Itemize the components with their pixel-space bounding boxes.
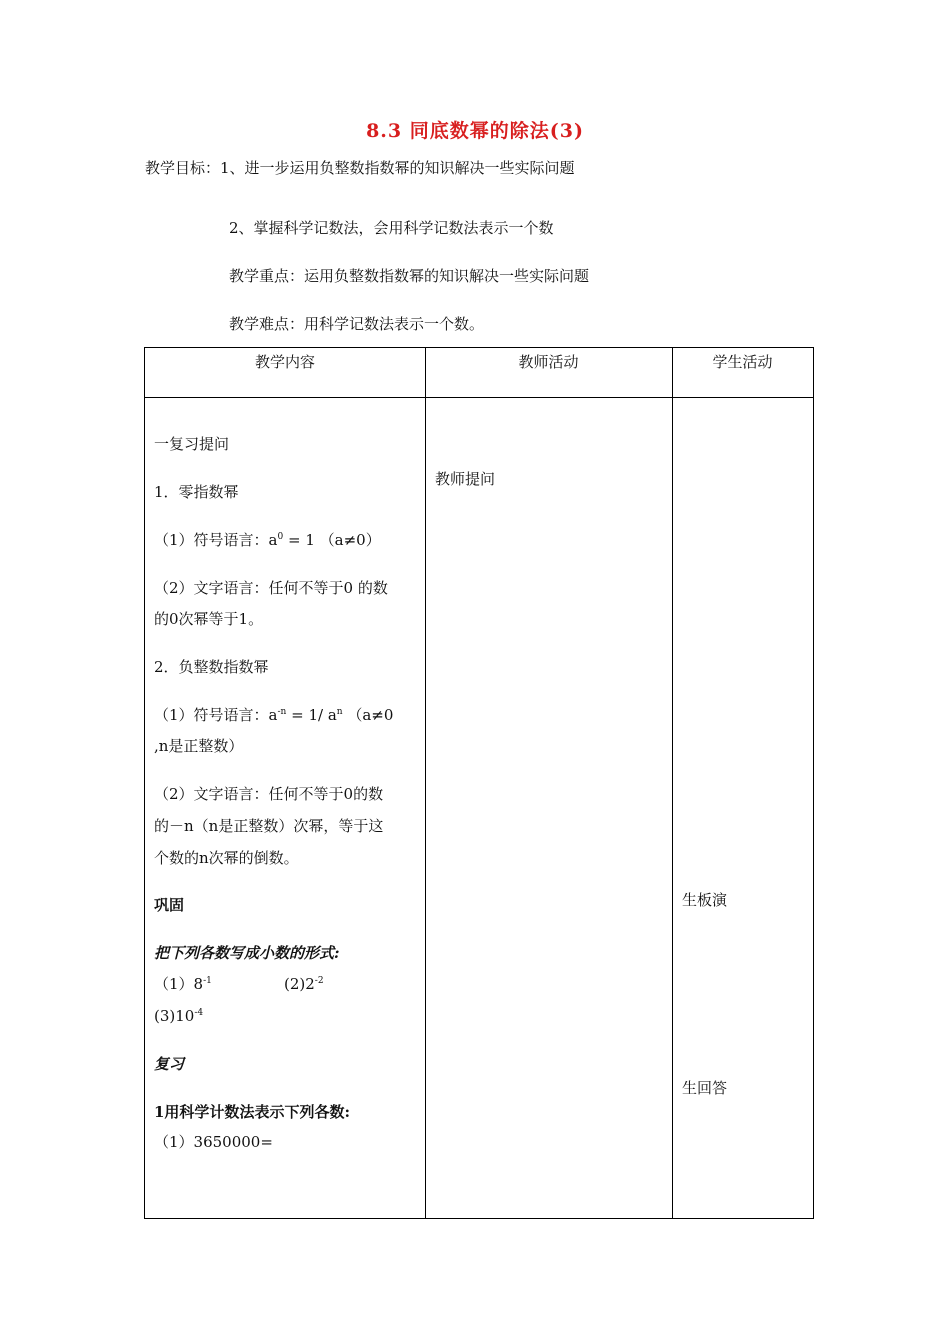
- column-divider-1: [425, 348, 426, 1218]
- review-heading: 一复习提问: [154, 435, 230, 453]
- column-header-student: 学生活动: [712, 353, 773, 371]
- student-answer: 生回答: [682, 1079, 728, 1097]
- teacher-ask: 教师提问: [435, 470, 496, 488]
- sci-notation-exercise-1: （1）3650000=: [154, 1133, 273, 1151]
- column-header-content: 教学内容: [254, 353, 315, 371]
- objective-2: 2、掌握科学记数法，会用科学记数法表示一个数: [229, 219, 554, 237]
- key-point: 教学重点：运用负整数指数幂的知识解决一些实际问题: [229, 267, 590, 285]
- exercise-1: $(1)8^{-1}$: [154, 975, 212, 993]
- lesson-table: [144, 347, 814, 1219]
- header-divider: [145, 397, 813, 398]
- page-title: 8.3 同底数幂的除法(3): [366, 120, 584, 142]
- exercise-3: $(3)10^{-4}$: [154, 1007, 204, 1025]
- objective-1: 教学目标：1、进一步运用负整数指数幂的知识解决一些实际问题: [145, 159, 575, 177]
- difficulty: 教学难点：用科学记数法表示一个数。: [229, 315, 485, 333]
- item1-text-line2: 的0次幂等于1。: [154, 610, 264, 628]
- student-board: 生板演: [682, 891, 728, 909]
- item2-title: 2．负整数指数幂: [154, 658, 269, 676]
- column-divider-2: [672, 348, 673, 1218]
- item1-title: 1．零指数幂: [154, 483, 239, 501]
- review2-heading: 复习: [154, 1055, 185, 1073]
- item1-text-line1: （2）文字语言：任何不等于0 的数: [154, 579, 388, 597]
- item2-text-line2: 的－n（n是正整数）次幂，等于这: [154, 817, 384, 835]
- exercise-title: 把下列各数写成小数的形式:: [154, 944, 340, 962]
- consolidate-heading: 巩固: [154, 896, 185, 914]
- item1-symbol: （1）符号语言：$a^0 = 1$ （a≠0）: [154, 531, 381, 549]
- sci-notation-title: 1用科学计数法表示下列各数:: [154, 1103, 350, 1121]
- item2-text-line1: （2）文字语言：任何不等于0的数: [154, 785, 384, 803]
- column-header-teacher: 教师活动: [518, 353, 579, 371]
- item2-symbol: （1）符号语言：$a^{-n} = 1/$ $a^n$ （a≠0: [154, 706, 394, 724]
- item2-symbol-line2: ,n是正整数）: [154, 737, 244, 755]
- exercise-2: $(2)2^{-2}$: [284, 975, 324, 993]
- item2-text-line3: 个数的n次幂的倒数。: [154, 849, 299, 867]
